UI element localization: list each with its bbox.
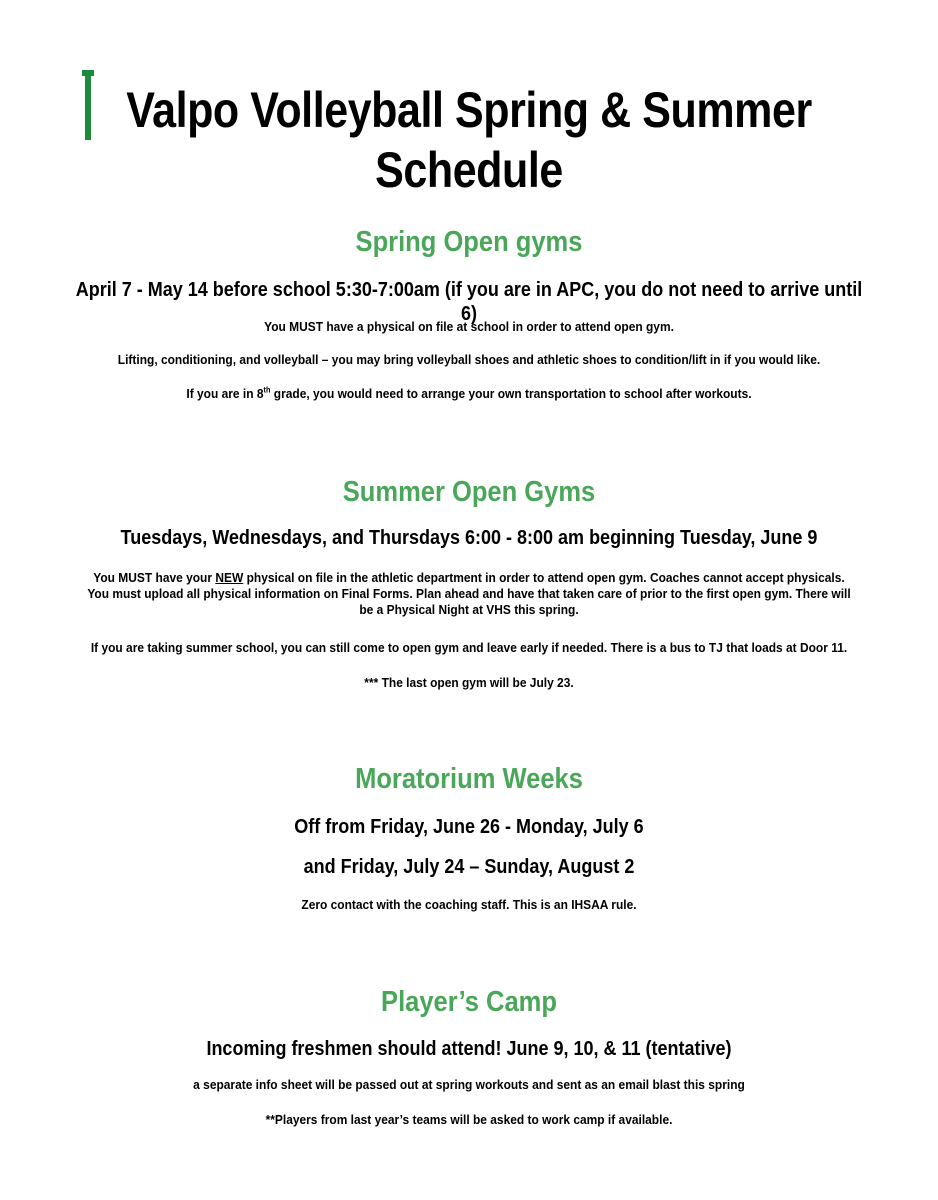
summer-physical-line-2: You must upload all physical information on Final Forms. Plan ahead and have that taken care of prior to the first open gym. There will	[87, 586, 851, 601]
title-line-1: Valpo Volleyball Spring & Summer	[126, 82, 812, 138]
camp-players-row	[30, 1112, 908, 1128]
moratorium-heading: Moratorium Weeks	[355, 763, 583, 795]
title-line-2: Schedule	[375, 142, 563, 198]
spring-physical-row	[30, 319, 908, 335]
spring-eighth-grade-row	[30, 386, 908, 402]
spring-heading: Spring Open gyms	[355, 226, 583, 258]
summer-dates-row	[30, 526, 908, 550]
moratorium-rule-note: Zero contact with the coaching staff. This is an IHSAA rule.	[301, 897, 637, 912]
summer-school-note: If you are taking summer school, you can still come to open gym and leave early if needed. There is a bus to TJ that loads at Door 11.	[90, 640, 848, 655]
moratorium-period-2-row	[30, 855, 908, 879]
summer-physical-prefix: You MUST have your	[93, 570, 216, 585]
moratorium-period-1-row	[30, 815, 908, 839]
moratorium-section	[30, 762, 908, 796]
camp-heading: Player’s Camp	[381, 986, 557, 1018]
camp-dates-row	[30, 1037, 908, 1061]
spring-dates: April 7 - May 14 before school 5:30-7:00am (if you are in APC, you do not need to arrive until 6)	[75, 279, 863, 325]
summer-physical-line-1	[65, 570, 873, 586]
spring-eighth-grade-note	[65, 386, 873, 402]
summer-heading: Summer Open Gyms	[342, 476, 596, 508]
page-title	[117, 80, 820, 200]
summer-physical-block	[30, 570, 908, 618]
summer-last-gym-row	[30, 675, 908, 691]
summer-physical-emph: NEW	[215, 570, 244, 585]
moratorium-period-2: and Friday, July 24 – Sunday, August 2	[303, 856, 635, 878]
summer-dates: Tuesdays, Wednesdays, and Thursdays 6:00 - 8:00 am beginning Tuesday, June 9	[120, 527, 818, 549]
camp-section	[30, 985, 908, 1019]
spring-section	[30, 225, 908, 259]
spring-activities-row	[30, 352, 908, 368]
eighth-grade-suffix: grade, you would need to arrange your own transportation to school after workouts.	[270, 386, 752, 401]
summer-section	[30, 475, 908, 509]
summer-physical-rest: physical on file in the athletic department in order to attend open gym. Coaches cannot accept physicals.	[243, 570, 845, 585]
spring-physical-note: You MUST have a physical on file at school in order to attend open gym.	[264, 319, 674, 334]
camp-dates: Incoming freshmen should attend! June 9, 10, & 11 (tentative)	[206, 1038, 732, 1060]
camp-info-row	[30, 1077, 908, 1093]
eighth-grade-prefix: If you are in 8	[186, 386, 264, 401]
moratorium-period-1: Off from Friday, June 26 - Monday, July 6	[294, 816, 644, 838]
spring-activities-note: Lifting, conditioning, and volleyball – you may bring volleyball shoes and athletic shoes to condition/lift in if you would like.	[117, 352, 821, 367]
summer-last-gym-note: *** The last open gym will be July 23.	[364, 675, 574, 690]
eighth-grade-sup: th	[263, 385, 271, 395]
moratorium-rule-row	[30, 897, 908, 913]
camp-info-note: a separate info sheet will be passed out at spring workouts and sent as an email blast this spring	[193, 1077, 745, 1092]
camp-players-note: **Players from last year’s teams will be asked to work camp if available.	[265, 1112, 673, 1127]
summer-physical-line-3: be a Physical Night at VHS this spring.	[359, 602, 579, 617]
text-cursor-marker	[85, 70, 91, 140]
summer-school-row	[30, 640, 908, 656]
